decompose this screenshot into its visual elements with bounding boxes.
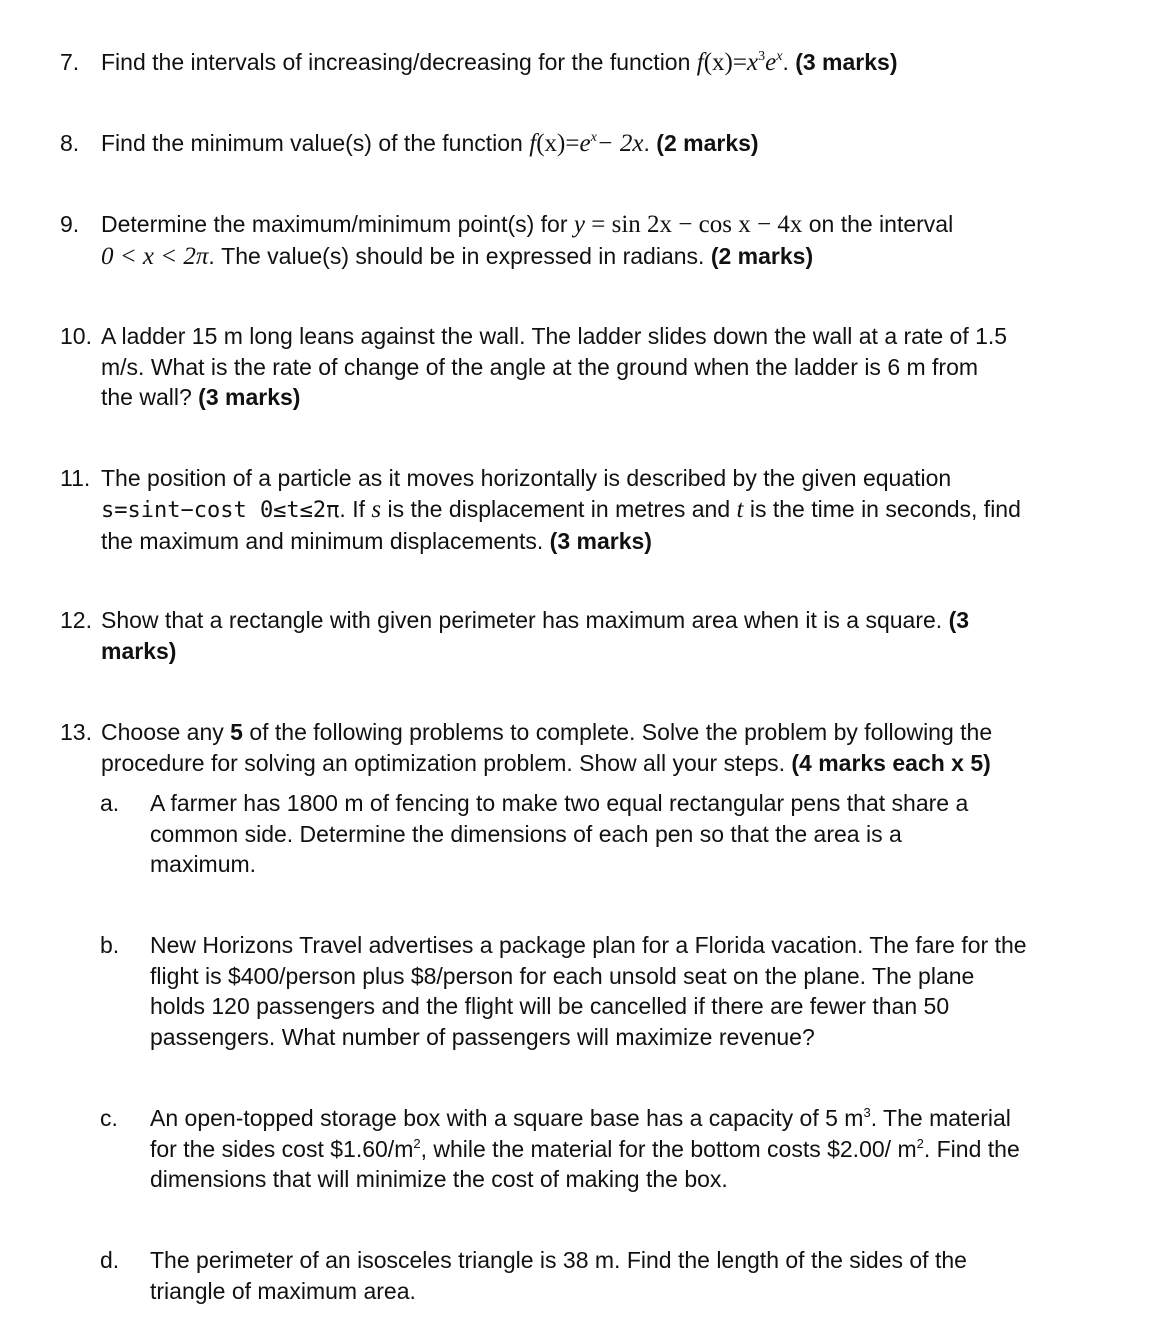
marks-label: (3 marks) [549, 528, 652, 554]
function-expression: $f(x)=x^3e^x$ [696, 49, 783, 76]
question-10 [60, 321, 1060, 413]
marks-label: (3 marks) [198, 384, 301, 410]
sub-letter: c. [100, 1105, 118, 1131]
problem-count: 5 [230, 719, 243, 745]
marks-label: (2 marks) [710, 242, 814, 269]
question-text: The position of a particle as it moves horizontally is described by the given equation [101, 465, 952, 491]
question-8: 8. Find the minimum value(s) of the function $f(x)=e^x- 2x$. (2 marks) [60, 130, 759, 157]
sub-question-text: The perimeter of an isosceles triangle is 38 m. Find the length of the sides of the triangle of maximum area. [150, 1247, 967, 1304]
sub-letter: a. [100, 790, 120, 816]
position-equation: s=sint−cost 0≤t≤2π [101, 497, 340, 523]
sub-question-text: An open-topped storage box with a square base has a capacity of 5 $m^3$. The material for the sides cost $\$1.60/m^2$, while the material for the bottom costs $2.00/ $m^2$. Find the dimensions that will minimize the cost of making the box. [150, 1105, 1020, 1192]
question-text: Determine the maximum/minimum point(s) for [101, 211, 568, 237]
question-7: 7. Find the intervals of increasing/decreasing for the function $f(x)=x^3e^x$. (3 marks) [60, 49, 898, 76]
question-number: 13. [60, 719, 92, 745]
function-expression: y = sin 2x − cos x − 4x [573, 211, 803, 238]
sub-question-text: A farmer has 1800 m of fencing to make two equal rectangular pens that share a common side. Determine the dimensions of each pen so that the area is a maximum. [150, 790, 969, 877]
sub-question-c [100, 1103, 1020, 1195]
interval-expression: 0 < x < 2π [101, 242, 209, 270]
question-12 [60, 605, 1060, 666]
question-9: 9. Determine the maximum/minimum point(s) for y = sin 2x − cos x − 4x on the interval 0 < x < 2π. The value(s) should be in expressed in radians. (2 marks) [60, 211, 954, 270]
question-text: Show that a rectangle with given perimeter has maximum area when it is a square. [101, 607, 943, 633]
marks-label: (2 marks) [656, 130, 759, 156]
question-11: 11. The position of a particle as it moves horizontally is described by the given equation s=sint−cost 0≤t≤2π. If s is the displacement in metres and t is the time in seconds, find the maximum and minimum displacements. (3 marks) [60, 465, 1021, 554]
question-text: Find the intervals of increasing/decreasing for the function [101, 49, 691, 75]
question-number: 8. [60, 130, 80, 156]
sub-letter: b. [100, 932, 120, 958]
question-number: 11. [60, 465, 91, 491]
question-text: A ladder 15 m long leans against the wall. The ladder slides down the wall at a rate of 1.5 m/s. What is the rate of change of the angle at the ground when the ladder is 6 m from the wall? [101, 323, 1008, 410]
marks-label: (4 marks each x 5) [791, 749, 991, 776]
question-number: 10. [60, 323, 92, 349]
sub-question-a [100, 788, 1000, 880]
question-13: 13. Choose any 5 of the following problems to complete. Solve the problem by following the procedure for solving an optimization problem. Show all your steps. (4 marks each x 5) [60, 719, 993, 776]
question-text: Find the minimum value(s) of the function [101, 130, 523, 156]
sub-question-b [100, 930, 1027, 1052]
question-text: of the following problems to complete. Solve the problem by following the procedure for solving an optimization problem. Show all your steps. [101, 719, 993, 776]
function-expression: $f(x)=e^x- 2x$ [529, 130, 644, 157]
question-number: 12. [60, 607, 92, 633]
question-number: 9. [60, 211, 80, 237]
question-number: 7. [60, 49, 80, 75]
sub-letter: d. [100, 1247, 120, 1273]
marks-label: (3 marks) [795, 49, 898, 75]
sub-question-text: New Horizons Travel advertises a package plan for a Florida vacation. The fare for the flight is $400/person plus $8/person for each unsold seat on the plane. The plane holds 120 passengers and the flight will be cancelled if there are fewer than 50 passengers. What number of passengers will maximize revenue? [150, 932, 1027, 1050]
marks-label: (3 marks) [101, 607, 970, 664]
sub-question-d [100, 1245, 1000, 1306]
